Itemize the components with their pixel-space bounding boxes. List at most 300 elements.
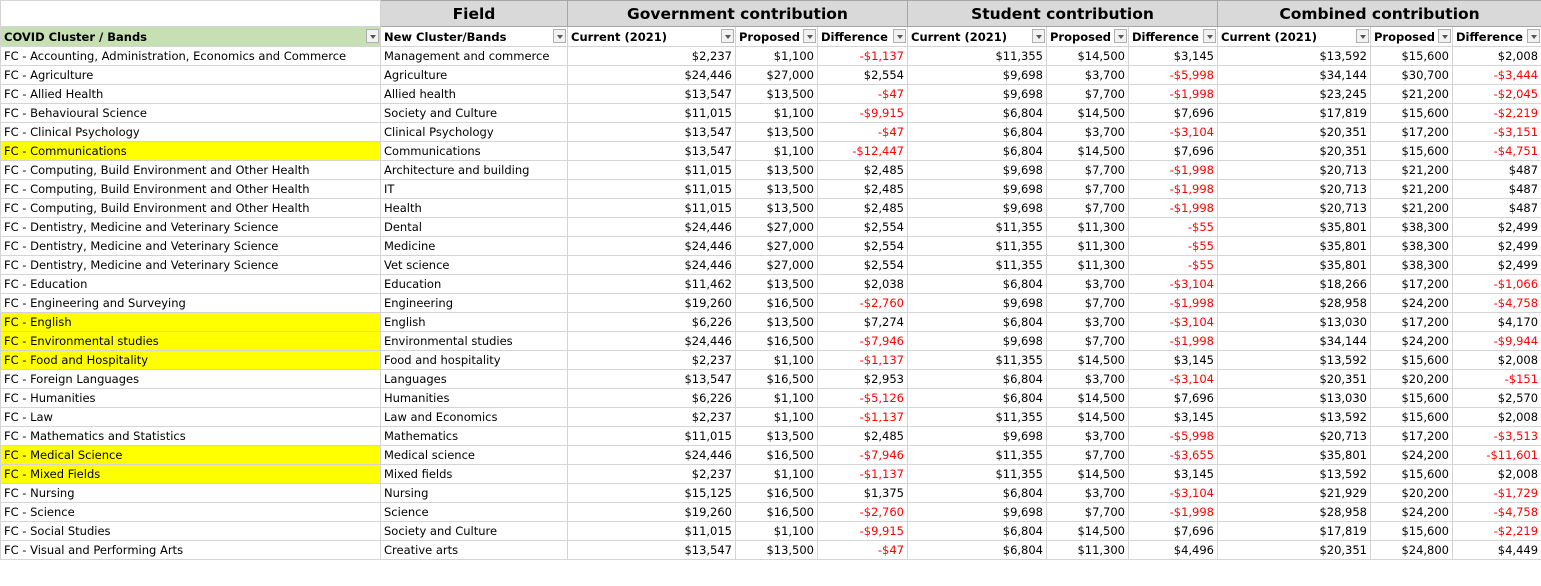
cell-student-proposed[interactable]: $14,500 xyxy=(1047,47,1129,66)
column-header-student-current[interactable] xyxy=(908,27,1047,47)
cell-student-difference[interactable]: -$55 xyxy=(1129,237,1218,256)
cell-student-difference[interactable]: -$55 xyxy=(1129,256,1218,275)
cell-combined-difference[interactable]: -$2,219 xyxy=(1453,522,1541,541)
filter-dropdown-icon[interactable] xyxy=(1527,29,1540,43)
cell-gov-current[interactable]: $19,260 xyxy=(568,294,736,313)
cell-combined-proposed[interactable]: $24,200 xyxy=(1371,332,1453,351)
cell-covid-cluster[interactable]: FC - Dentistry, Medicine and Veterinary Science xyxy=(1,218,381,237)
cell-combined-difference[interactable]: -$2,219 xyxy=(1453,104,1541,123)
cell-new-cluster[interactable]: Nursing xyxy=(381,484,568,503)
cell-gov-current[interactable]: $24,446 xyxy=(568,66,736,85)
cell-combined-proposed[interactable]: $21,200 xyxy=(1371,161,1453,180)
cell-new-cluster[interactable]: Vet science xyxy=(381,256,568,275)
cell-gov-proposed[interactable]: $1,100 xyxy=(736,465,818,484)
cell-gov-proposed[interactable]: $16,500 xyxy=(736,332,818,351)
cell-combined-difference[interactable]: $4,170 xyxy=(1453,313,1541,332)
cell-student-difference[interactable]: -$3,104 xyxy=(1129,484,1218,503)
cell-gov-proposed[interactable]: $13,500 xyxy=(736,85,818,104)
cell-new-cluster[interactable]: Humanities xyxy=(381,389,568,408)
cell-gov-current[interactable]: $6,226 xyxy=(568,313,736,332)
cell-gov-current[interactable]: $24,446 xyxy=(568,332,736,351)
cell-student-proposed[interactable]: $14,500 xyxy=(1047,522,1129,541)
cell-student-current[interactable]: $9,698 xyxy=(908,294,1047,313)
cell-covid-cluster[interactable]: FC - Medical Science xyxy=(1,446,381,465)
cell-gov-current[interactable]: $24,446 xyxy=(568,256,736,275)
cell-student-difference[interactable]: $7,696 xyxy=(1129,522,1218,541)
cell-gov-proposed[interactable]: $16,500 xyxy=(736,370,818,389)
cell-student-proposed[interactable]: $7,700 xyxy=(1047,199,1129,218)
cell-student-difference[interactable]: -$1,998 xyxy=(1129,161,1218,180)
cell-gov-current[interactable]: $11,015 xyxy=(568,427,736,446)
cell-combined-current[interactable]: $21,929 xyxy=(1218,484,1371,503)
cell-gov-difference[interactable]: $2,485 xyxy=(818,161,908,180)
cell-gov-proposed[interactable]: $1,100 xyxy=(736,389,818,408)
cell-covid-cluster[interactable]: FC - Dentistry, Medicine and Veterinary Science xyxy=(1,256,381,275)
cell-gov-proposed[interactable]: $27,000 xyxy=(736,237,818,256)
cell-student-difference[interactable]: -$5,998 xyxy=(1129,427,1218,446)
filter-dropdown-icon[interactable] xyxy=(893,29,906,43)
cell-new-cluster[interactable]: IT xyxy=(381,180,568,199)
cell-new-cluster[interactable]: Medical science xyxy=(381,446,568,465)
cell-student-proposed[interactable]: $11,300 xyxy=(1047,256,1129,275)
cell-gov-difference[interactable]: -$5,126 xyxy=(818,389,908,408)
cell-covid-cluster[interactable]: FC - Nursing xyxy=(1,484,381,503)
cell-covid-cluster[interactable]: FC - Food and Hospitality xyxy=(1,351,381,370)
cell-gov-proposed[interactable]: $27,000 xyxy=(736,256,818,275)
cell-covid-cluster[interactable]: FC - Visual and Performing Arts xyxy=(1,541,381,560)
cell-student-difference[interactable]: -$3,104 xyxy=(1129,275,1218,294)
column-header-combined-difference[interactable] xyxy=(1453,27,1541,47)
cell-gov-proposed[interactable]: $1,100 xyxy=(736,408,818,427)
cell-combined-proposed[interactable]: $38,300 xyxy=(1371,237,1453,256)
cell-student-difference[interactable]: $3,145 xyxy=(1129,351,1218,370)
cell-gov-proposed[interactable]: $13,500 xyxy=(736,180,818,199)
cell-combined-current[interactable]: $13,592 xyxy=(1218,408,1371,427)
cell-new-cluster[interactable]: Law and Economics xyxy=(381,408,568,427)
filter-dropdown-icon[interactable] xyxy=(1032,29,1045,43)
cell-gov-proposed[interactable]: $13,500 xyxy=(736,161,818,180)
cell-student-difference[interactable]: -$1,998 xyxy=(1129,199,1218,218)
column-header-new-cluster[interactable] xyxy=(381,27,568,47)
cell-combined-difference[interactable]: $2,570 xyxy=(1453,389,1541,408)
cell-covid-cluster[interactable]: FC - Computing, Build Environment and Other Health xyxy=(1,161,381,180)
cell-gov-proposed[interactable]: $16,500 xyxy=(736,446,818,465)
cell-gov-difference[interactable]: -$2,760 xyxy=(818,294,908,313)
cell-student-current[interactable]: $9,698 xyxy=(908,85,1047,104)
cell-new-cluster[interactable]: Food and hospitality xyxy=(381,351,568,370)
cell-student-proposed[interactable]: $11,300 xyxy=(1047,541,1129,560)
filter-dropdown-icon[interactable] xyxy=(553,29,566,43)
group-header-student[interactable]: Student contribution xyxy=(908,1,1218,27)
cell-student-difference[interactable]: -$1,998 xyxy=(1129,180,1218,199)
cell-combined-difference[interactable]: $2,008 xyxy=(1453,408,1541,427)
cell-gov-proposed[interactable]: $27,000 xyxy=(736,66,818,85)
cell-student-current[interactable]: $6,804 xyxy=(908,104,1047,123)
column-header-gov-proposed[interactable] xyxy=(736,27,818,47)
cell-student-current[interactable]: $11,355 xyxy=(908,351,1047,370)
cell-student-current[interactable]: $9,698 xyxy=(908,66,1047,85)
cell-gov-current[interactable]: $11,015 xyxy=(568,161,736,180)
cell-student-proposed[interactable]: $7,700 xyxy=(1047,332,1129,351)
cell-combined-current[interactable]: $13,592 xyxy=(1218,351,1371,370)
cell-combined-difference[interactable]: -$1,729 xyxy=(1453,484,1541,503)
cell-combined-difference[interactable]: $487 xyxy=(1453,161,1541,180)
cell-student-difference[interactable]: $3,145 xyxy=(1129,465,1218,484)
cell-covid-cluster[interactable]: FC - Allied Health xyxy=(1,85,381,104)
cell-student-current[interactable]: $11,355 xyxy=(908,408,1047,427)
cell-student-current[interactable]: $6,804 xyxy=(908,275,1047,294)
column-header-student-proposed[interactable] xyxy=(1047,27,1129,47)
cell-combined-difference[interactable]: -$11,601 xyxy=(1453,446,1541,465)
column-header-covid-cluster[interactable] xyxy=(1,27,381,47)
cell-combined-difference[interactable]: -$4,758 xyxy=(1453,503,1541,522)
cell-covid-cluster[interactable]: FC - Environmental studies xyxy=(1,332,381,351)
cell-gov-difference[interactable]: -$1,137 xyxy=(818,465,908,484)
cell-combined-proposed[interactable]: $15,600 xyxy=(1371,47,1453,66)
cell-combined-proposed[interactable]: $17,200 xyxy=(1371,275,1453,294)
cell-combined-current[interactable]: $20,713 xyxy=(1218,199,1371,218)
cell-covid-cluster[interactable]: FC - Behavioural Science xyxy=(1,104,381,123)
cell-student-current[interactable]: $11,355 xyxy=(908,237,1047,256)
cell-combined-difference[interactable]: $2,499 xyxy=(1453,218,1541,237)
cell-combined-difference[interactable]: -$3,513 xyxy=(1453,427,1541,446)
cell-student-proposed[interactable]: $3,700 xyxy=(1047,484,1129,503)
cell-student-current[interactable]: $9,698 xyxy=(908,427,1047,446)
cell-combined-difference[interactable]: $2,499 xyxy=(1453,256,1541,275)
cell-gov-proposed[interactable]: $1,100 xyxy=(736,104,818,123)
cell-student-current[interactable]: $9,698 xyxy=(908,161,1047,180)
cell-student-difference[interactable]: -$1,998 xyxy=(1129,503,1218,522)
cell-combined-proposed[interactable]: $24,200 xyxy=(1371,446,1453,465)
cell-student-current[interactable]: $11,355 xyxy=(908,446,1047,465)
cell-gov-proposed[interactable]: $16,500 xyxy=(736,294,818,313)
cell-student-current[interactable]: $6,804 xyxy=(908,123,1047,142)
cell-gov-proposed[interactable]: $1,100 xyxy=(736,351,818,370)
cell-gov-proposed[interactable]: $13,500 xyxy=(736,123,818,142)
cell-student-proposed[interactable]: $14,500 xyxy=(1047,408,1129,427)
cell-student-current[interactable]: $6,804 xyxy=(908,389,1047,408)
cell-combined-difference[interactable]: -$1,066 xyxy=(1453,275,1541,294)
cell-student-proposed[interactable]: $14,500 xyxy=(1047,389,1129,408)
cell-student-current[interactable]: $9,698 xyxy=(908,503,1047,522)
cell-combined-difference[interactable]: $2,008 xyxy=(1453,47,1541,66)
cell-student-proposed[interactable]: $3,700 xyxy=(1047,427,1129,446)
cell-combined-difference[interactable]: -$3,151 xyxy=(1453,123,1541,142)
cell-covid-cluster[interactable]: FC - Education xyxy=(1,275,381,294)
blank-header-cell[interactable] xyxy=(1,1,381,27)
cell-gov-difference[interactable]: -$2,760 xyxy=(818,503,908,522)
cell-student-difference[interactable]: -$3,104 xyxy=(1129,370,1218,389)
filter-dropdown-icon[interactable] xyxy=(1114,29,1127,43)
column-header-student-difference[interactable] xyxy=(1129,27,1218,47)
cell-combined-proposed[interactable]: $38,300 xyxy=(1371,218,1453,237)
cell-student-current[interactable]: $11,355 xyxy=(908,47,1047,66)
cell-combined-proposed[interactable]: $15,600 xyxy=(1371,465,1453,484)
cell-gov-proposed[interactable]: $16,500 xyxy=(736,484,818,503)
cell-covid-cluster[interactable]: FC - Law xyxy=(1,408,381,427)
cell-combined-current[interactable]: $35,801 xyxy=(1218,446,1371,465)
filter-dropdown-icon[interactable] xyxy=(721,29,734,43)
cell-gov-difference[interactable]: $2,953 xyxy=(818,370,908,389)
cell-gov-current[interactable]: $6,226 xyxy=(568,389,736,408)
cell-new-cluster[interactable]: Education xyxy=(381,275,568,294)
cell-gov-difference[interactable]: -$9,915 xyxy=(818,104,908,123)
cell-student-proposed[interactable]: $14,500 xyxy=(1047,142,1129,161)
cell-new-cluster[interactable]: Health xyxy=(381,199,568,218)
cell-new-cluster[interactable]: Society and Culture xyxy=(381,522,568,541)
cell-gov-current[interactable]: $13,547 xyxy=(568,370,736,389)
cell-student-current[interactable]: $6,804 xyxy=(908,370,1047,389)
cell-new-cluster[interactable]: Clinical Psychology xyxy=(381,123,568,142)
cell-new-cluster[interactable]: Mathematics xyxy=(381,427,568,446)
cell-gov-current[interactable]: $2,237 xyxy=(568,465,736,484)
cell-student-difference[interactable]: -$3,104 xyxy=(1129,123,1218,142)
cell-combined-difference[interactable]: -$2,045 xyxy=(1453,85,1541,104)
cell-covid-cluster[interactable]: FC - Agriculture xyxy=(1,66,381,85)
cell-new-cluster[interactable]: Environmental studies xyxy=(381,332,568,351)
cell-student-proposed[interactable]: $3,700 xyxy=(1047,66,1129,85)
cell-gov-difference[interactable]: $1,375 xyxy=(818,484,908,503)
cell-new-cluster[interactable]: Society and Culture xyxy=(381,104,568,123)
cell-combined-current[interactable]: $13,030 xyxy=(1218,313,1371,332)
cell-student-current[interactable]: $6,804 xyxy=(908,313,1047,332)
filter-dropdown-icon[interactable] xyxy=(1203,29,1216,43)
cell-combined-current[interactable]: $13,592 xyxy=(1218,465,1371,484)
cell-covid-cluster[interactable]: FC - Mathematics and Statistics xyxy=(1,427,381,446)
cell-combined-proposed[interactable]: $30,700 xyxy=(1371,66,1453,85)
cell-student-current[interactable]: $9,698 xyxy=(908,199,1047,218)
cell-combined-current[interactable]: $35,801 xyxy=(1218,218,1371,237)
cell-gov-current[interactable]: $11,015 xyxy=(568,522,736,541)
cell-student-difference[interactable]: -$1,998 xyxy=(1129,332,1218,351)
cell-gov-current[interactable]: $11,015 xyxy=(568,104,736,123)
filter-dropdown-icon[interactable] xyxy=(803,29,816,43)
cell-gov-difference[interactable]: -$1,137 xyxy=(818,47,908,66)
cell-gov-difference[interactable]: -$9,915 xyxy=(818,522,908,541)
cell-covid-cluster[interactable]: FC - Science xyxy=(1,503,381,522)
cell-student-proposed[interactable]: $11,300 xyxy=(1047,218,1129,237)
cell-combined-current[interactable]: $13,592 xyxy=(1218,47,1371,66)
cell-gov-difference[interactable]: $2,554 xyxy=(818,66,908,85)
cell-student-proposed[interactable]: $7,700 xyxy=(1047,161,1129,180)
cell-student-current[interactable]: $6,804 xyxy=(908,484,1047,503)
cell-student-current[interactable]: $9,698 xyxy=(908,332,1047,351)
cell-gov-current[interactable]: $13,547 xyxy=(568,142,736,161)
cell-student-difference[interactable]: $7,696 xyxy=(1129,104,1218,123)
cell-covid-cluster[interactable]: FC - Engineering and Surveying xyxy=(1,294,381,313)
cell-student-proposed[interactable]: $3,700 xyxy=(1047,123,1129,142)
cell-student-difference[interactable]: -$1,998 xyxy=(1129,294,1218,313)
group-header-field[interactable]: Field xyxy=(381,1,568,27)
cell-student-current[interactable]: $11,355 xyxy=(908,218,1047,237)
cell-combined-current[interactable]: $20,351 xyxy=(1218,142,1371,161)
cell-gov-difference[interactable]: $2,485 xyxy=(818,427,908,446)
cell-gov-difference[interactable]: -$47 xyxy=(818,85,908,104)
cell-combined-current[interactable]: $13,030 xyxy=(1218,389,1371,408)
cell-student-proposed[interactable]: $3,700 xyxy=(1047,275,1129,294)
cell-gov-proposed[interactable]: $13,500 xyxy=(736,541,818,560)
group-header-combined[interactable]: Combined contribution xyxy=(1218,1,1541,27)
cell-gov-proposed[interactable]: $27,000 xyxy=(736,218,818,237)
cell-student-proposed[interactable]: $14,500 xyxy=(1047,104,1129,123)
cell-student-difference[interactable]: $3,145 xyxy=(1129,47,1218,66)
cell-combined-proposed[interactable]: $24,200 xyxy=(1371,294,1453,313)
cell-gov-proposed[interactable]: $13,500 xyxy=(736,313,818,332)
cell-student-proposed[interactable]: $11,300 xyxy=(1047,237,1129,256)
cell-gov-current[interactable]: $2,237 xyxy=(568,47,736,66)
cell-gov-proposed[interactable]: $1,100 xyxy=(736,47,818,66)
cell-gov-difference[interactable]: -$7,946 xyxy=(818,446,908,465)
cell-gov-current[interactable]: $11,015 xyxy=(568,180,736,199)
cell-student-current[interactable]: $6,804 xyxy=(908,522,1047,541)
cell-covid-cluster[interactable]: FC - Clinical Psychology xyxy=(1,123,381,142)
cell-gov-current[interactable]: $11,015 xyxy=(568,199,736,218)
cell-combined-difference[interactable]: $2,499 xyxy=(1453,237,1541,256)
cell-combined-difference[interactable]: $487 xyxy=(1453,199,1541,218)
cell-student-proposed[interactable]: $7,700 xyxy=(1047,294,1129,313)
cell-new-cluster[interactable]: Dental xyxy=(381,218,568,237)
cell-combined-current[interactable]: $20,351 xyxy=(1218,541,1371,560)
cell-student-proposed[interactable]: $14,500 xyxy=(1047,465,1129,484)
cell-gov-proposed[interactable]: $13,500 xyxy=(736,199,818,218)
cell-combined-current[interactable]: $20,713 xyxy=(1218,427,1371,446)
cell-new-cluster[interactable]: English xyxy=(381,313,568,332)
cell-student-proposed[interactable]: $3,700 xyxy=(1047,370,1129,389)
cell-gov-proposed[interactable]: $13,500 xyxy=(736,427,818,446)
cell-combined-current[interactable]: $18,266 xyxy=(1218,275,1371,294)
cell-combined-proposed[interactable]: $15,600 xyxy=(1371,408,1453,427)
cell-combined-current[interactable]: $34,144 xyxy=(1218,66,1371,85)
cell-combined-current[interactable]: $17,819 xyxy=(1218,522,1371,541)
cell-gov-difference[interactable]: -$1,137 xyxy=(818,408,908,427)
cell-gov-current[interactable]: $13,547 xyxy=(568,85,736,104)
cell-gov-current[interactable]: $24,446 xyxy=(568,446,736,465)
cell-gov-difference[interactable]: $2,485 xyxy=(818,180,908,199)
cell-covid-cluster[interactable]: FC - Computing, Build Environment and Other Health xyxy=(1,180,381,199)
cell-combined-proposed[interactable]: $17,200 xyxy=(1371,427,1453,446)
cell-combined-current[interactable]: $28,958 xyxy=(1218,503,1371,522)
cell-student-difference[interactable]: $7,696 xyxy=(1129,389,1218,408)
cell-student-current[interactable]: $11,355 xyxy=(908,256,1047,275)
cell-student-proposed[interactable]: $7,700 xyxy=(1047,180,1129,199)
cell-covid-cluster[interactable]: FC - Mixed Fields xyxy=(1,465,381,484)
cell-gov-current[interactable]: $13,547 xyxy=(568,123,736,142)
cell-combined-difference[interactable]: $2,008 xyxy=(1453,465,1541,484)
cell-combined-current[interactable]: $20,713 xyxy=(1218,161,1371,180)
cell-covid-cluster[interactable]: FC - Social Studies xyxy=(1,522,381,541)
cell-student-difference[interactable]: -$3,655 xyxy=(1129,446,1218,465)
cell-combined-current[interactable]: $20,351 xyxy=(1218,123,1371,142)
cell-student-difference[interactable]: $3,145 xyxy=(1129,408,1218,427)
cell-gov-difference[interactable]: -$12,447 xyxy=(818,142,908,161)
cell-covid-cluster[interactable]: FC - Computing, Build Environment and Other Health xyxy=(1,199,381,218)
cell-student-current[interactable]: $11,355 xyxy=(908,465,1047,484)
filter-dropdown-icon[interactable] xyxy=(1356,29,1369,43)
cell-combined-proposed[interactable]: $17,200 xyxy=(1371,313,1453,332)
cell-covid-cluster[interactable]: FC - English xyxy=(1,313,381,332)
cell-combined-difference[interactable]: -$4,758 xyxy=(1453,294,1541,313)
cell-gov-difference[interactable]: $7,274 xyxy=(818,313,908,332)
cell-student-current[interactable]: $9,698 xyxy=(908,180,1047,199)
cell-covid-cluster[interactable]: FC - Humanities xyxy=(1,389,381,408)
cell-new-cluster[interactable]: Creative arts xyxy=(381,541,568,560)
cell-student-difference[interactable]: $4,496 xyxy=(1129,541,1218,560)
cell-gov-current[interactable]: $11,462 xyxy=(568,275,736,294)
cell-new-cluster[interactable]: Languages xyxy=(381,370,568,389)
cell-combined-current[interactable]: $23,245 xyxy=(1218,85,1371,104)
cell-combined-proposed[interactable]: $21,200 xyxy=(1371,199,1453,218)
cell-gov-proposed[interactable]: $16,500 xyxy=(736,503,818,522)
cell-combined-current[interactable]: $28,958 xyxy=(1218,294,1371,313)
cell-student-proposed[interactable]: $3,700 xyxy=(1047,313,1129,332)
cell-covid-cluster[interactable]: FC - Foreign Languages xyxy=(1,370,381,389)
cell-combined-proposed[interactable]: $20,200 xyxy=(1371,370,1453,389)
cell-new-cluster[interactable]: Mixed fields xyxy=(381,465,568,484)
cell-gov-proposed[interactable]: $13,500 xyxy=(736,275,818,294)
cell-gov-difference[interactable]: -$7,946 xyxy=(818,332,908,351)
cell-gov-proposed[interactable]: $1,100 xyxy=(736,522,818,541)
cell-new-cluster[interactable]: Medicine xyxy=(381,237,568,256)
cell-combined-current[interactable]: $35,801 xyxy=(1218,256,1371,275)
cell-combined-difference[interactable]: -$3,444 xyxy=(1453,66,1541,85)
cell-gov-current[interactable]: $13,547 xyxy=(568,541,736,560)
cell-student-difference[interactable]: -$5,998 xyxy=(1129,66,1218,85)
cell-combined-current[interactable]: $20,713 xyxy=(1218,180,1371,199)
cell-gov-current[interactable]: $2,237 xyxy=(568,351,736,370)
cell-student-difference[interactable]: -$1,998 xyxy=(1129,85,1218,104)
cell-student-current[interactable]: $6,804 xyxy=(908,142,1047,161)
cell-covid-cluster[interactable]: FC - Communications xyxy=(1,142,381,161)
cell-new-cluster[interactable]: Science xyxy=(381,503,568,522)
cell-gov-current[interactable]: $2,237 xyxy=(568,408,736,427)
column-header-combined-current[interactable] xyxy=(1218,27,1371,47)
cell-gov-proposed[interactable]: $1,100 xyxy=(736,142,818,161)
cell-combined-proposed[interactable]: $21,200 xyxy=(1371,85,1453,104)
cell-student-proposed[interactable]: $7,700 xyxy=(1047,503,1129,522)
cell-gov-current[interactable]: $19,260 xyxy=(568,503,736,522)
cell-gov-difference[interactable]: -$1,137 xyxy=(818,351,908,370)
cell-gov-difference[interactable]: $2,554 xyxy=(818,237,908,256)
group-header-government[interactable]: Government contribution xyxy=(568,1,908,27)
cell-combined-difference[interactable]: $487 xyxy=(1453,180,1541,199)
cell-combined-proposed[interactable]: $38,300 xyxy=(1371,256,1453,275)
column-header-gov-current[interactable] xyxy=(568,27,736,47)
cell-student-current[interactable]: $6,804 xyxy=(908,541,1047,560)
cell-student-difference[interactable]: -$55 xyxy=(1129,218,1218,237)
cell-combined-current[interactable]: $34,144 xyxy=(1218,332,1371,351)
cell-combined-difference[interactable]: $2,008 xyxy=(1453,351,1541,370)
cell-combined-proposed[interactable]: $15,600 xyxy=(1371,104,1453,123)
cell-combined-difference[interactable]: $4,449 xyxy=(1453,541,1541,560)
cell-combined-proposed[interactable]: $21,200 xyxy=(1371,180,1453,199)
cell-gov-current[interactable]: $24,446 xyxy=(568,218,736,237)
cell-gov-difference[interactable]: $2,554 xyxy=(818,256,908,275)
cell-combined-proposed[interactable]: $24,200 xyxy=(1371,503,1453,522)
cell-student-proposed[interactable]: $7,700 xyxy=(1047,446,1129,465)
cell-new-cluster[interactable]: Architecture and building xyxy=(381,161,568,180)
cell-gov-difference[interactable]: -$47 xyxy=(818,541,908,560)
cell-covid-cluster[interactable]: FC - Dentistry, Medicine and Veterinary Science xyxy=(1,237,381,256)
cell-new-cluster[interactable]: Communications xyxy=(381,142,568,161)
cell-combined-proposed[interactable]: $15,600 xyxy=(1371,522,1453,541)
cell-combined-difference[interactable]: -$151 xyxy=(1453,370,1541,389)
cell-gov-current[interactable]: $15,125 xyxy=(568,484,736,503)
cell-combined-difference[interactable]: -$9,944 xyxy=(1453,332,1541,351)
cell-combined-proposed[interactable]: $17,200 xyxy=(1371,123,1453,142)
cell-student-proposed[interactable]: $7,700 xyxy=(1047,85,1129,104)
cell-new-cluster[interactable]: Engineering xyxy=(381,294,568,313)
cell-covid-cluster[interactable]: FC - Accounting, Administration, Economics and Commerce xyxy=(1,47,381,66)
